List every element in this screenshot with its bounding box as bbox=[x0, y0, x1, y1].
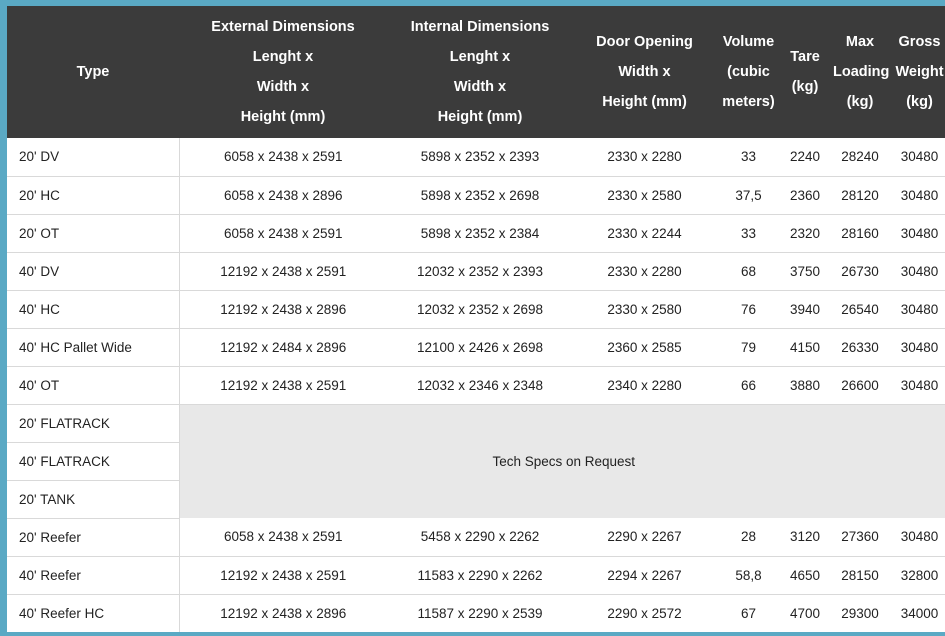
cell-max-loading: 26730 bbox=[829, 252, 891, 290]
cell-tare: 4650 bbox=[781, 556, 829, 594]
tech-specs-on-request-note: Tech Specs on Request bbox=[179, 404, 945, 518]
cell-internal: 11583 x 2290 x 2262 bbox=[387, 556, 573, 594]
cell-type: 40' HC Pallet Wide bbox=[7, 328, 179, 366]
column-header-line: Type bbox=[76, 64, 110, 80]
column-header-line: Max bbox=[845, 34, 875, 50]
cell-internal: 12032 x 2352 x 2393 bbox=[387, 252, 573, 290]
cell-max-loading: 27360 bbox=[829, 518, 891, 556]
cell-internal: 11587 x 2290 x 2539 bbox=[387, 594, 573, 632]
cell-type: 40' HC bbox=[7, 290, 179, 328]
column-header-line: Gross bbox=[898, 34, 941, 50]
cell-volume: 66 bbox=[716, 366, 781, 404]
column-header-line: Door Opening bbox=[596, 34, 693, 50]
column-header-line: Height (mm) bbox=[240, 109, 326, 125]
table-row bbox=[7, 594, 945, 632]
column-header-line: Width x bbox=[453, 79, 507, 95]
column-header-line: meters) bbox=[722, 94, 775, 110]
cell-tare: 3750 bbox=[781, 252, 829, 290]
column-header-line: (kg) bbox=[846, 94, 874, 110]
column-header-line: External Dimensions bbox=[211, 19, 355, 35]
cell-internal: 12032 x 2352 x 2698 bbox=[387, 290, 573, 328]
cell-volume: 67 bbox=[716, 594, 781, 632]
cell-door: 2330 x 2280 bbox=[573, 138, 716, 176]
table-row bbox=[7, 518, 945, 556]
column-header-line: Loading bbox=[833, 64, 890, 80]
column-header-line: Lenght x bbox=[252, 49, 314, 65]
column-header-line: Width x bbox=[256, 79, 310, 95]
cell-gross: 30480 bbox=[891, 214, 945, 252]
container-specifications-table bbox=[7, 6, 945, 632]
cell-volume: 28 bbox=[716, 518, 781, 556]
column-header-line: Lenght x bbox=[449, 49, 511, 65]
table-row bbox=[7, 328, 945, 366]
cell-external: 6058 x 2438 x 2591 bbox=[179, 214, 387, 252]
column-header-line: (cubic bbox=[727, 64, 770, 80]
table-row bbox=[7, 556, 945, 594]
cell-tare: 3940 bbox=[781, 290, 829, 328]
column-header-0 bbox=[7, 6, 179, 138]
table-row bbox=[7, 176, 945, 214]
cell-door: 2330 x 2580 bbox=[573, 176, 716, 214]
cell-external: 6058 x 2438 x 2896 bbox=[179, 176, 387, 214]
cell-external: 12192 x 2438 x 2591 bbox=[179, 556, 387, 594]
cell-max-loading: 26330 bbox=[829, 328, 891, 366]
cell-gross: 30480 bbox=[891, 252, 945, 290]
cell-external: 12192 x 2438 x 2896 bbox=[179, 290, 387, 328]
cell-tare: 2240 bbox=[781, 138, 829, 176]
cell-tare: 2360 bbox=[781, 176, 829, 214]
cell-volume: 33 bbox=[716, 138, 781, 176]
cell-tare: 2320 bbox=[781, 214, 829, 252]
table-header-row bbox=[7, 6, 945, 138]
cell-external: 6058 x 2438 x 2591 bbox=[179, 138, 387, 176]
column-header-4 bbox=[716, 6, 781, 138]
column-header-5 bbox=[781, 6, 829, 138]
cell-type: 40' Reefer bbox=[7, 556, 179, 594]
cell-tare: 4700 bbox=[781, 594, 829, 632]
cell-max-loading: 28120 bbox=[829, 176, 891, 214]
cell-door: 2294 x 2267 bbox=[573, 556, 716, 594]
cell-external: 12192 x 2438 x 2896 bbox=[179, 594, 387, 632]
cell-type: 20' OT bbox=[7, 214, 179, 252]
cell-type: 20' DV bbox=[7, 138, 179, 176]
cell-internal: 12100 x 2426 x 2698 bbox=[387, 328, 573, 366]
cell-external: 12192 x 2484 x 2896 bbox=[179, 328, 387, 366]
cell-volume: 79 bbox=[716, 328, 781, 366]
cell-max-loading: 28150 bbox=[829, 556, 891, 594]
cell-gross: 30480 bbox=[891, 138, 945, 176]
column-header-line: (kg) bbox=[906, 94, 933, 110]
cell-internal: 5458 x 2290 x 2262 bbox=[387, 518, 573, 556]
cell-gross: 30480 bbox=[891, 518, 945, 556]
column-header-line: Tare bbox=[790, 49, 820, 65]
table-body bbox=[7, 138, 945, 632]
cell-max-loading: 29300 bbox=[829, 594, 891, 632]
cell-internal: 12032 x 2346 x 2348 bbox=[387, 366, 573, 404]
column-header-1 bbox=[179, 6, 387, 138]
column-header-7 bbox=[891, 6, 945, 138]
column-header-line: Weight bbox=[895, 64, 944, 80]
cell-max-loading: 28240 bbox=[829, 138, 891, 176]
cell-external: 12192 x 2438 x 2591 bbox=[179, 366, 387, 404]
table-row bbox=[7, 214, 945, 252]
cell-type: 20' FLATRACK bbox=[7, 404, 179, 442]
cell-external: 6058 x 2438 x 2591 bbox=[179, 518, 387, 556]
cell-external: 12192 x 2438 x 2591 bbox=[179, 252, 387, 290]
cell-tare: 3120 bbox=[781, 518, 829, 556]
cell-door: 2290 x 2267 bbox=[573, 518, 716, 556]
cell-volume: 33 bbox=[716, 214, 781, 252]
table-row bbox=[7, 252, 945, 290]
cell-door: 2330 x 2280 bbox=[573, 252, 716, 290]
table-row bbox=[7, 366, 945, 404]
cell-door: 2330 x 2580 bbox=[573, 290, 716, 328]
cell-gross: 30480 bbox=[891, 176, 945, 214]
cell-max-loading: 28160 bbox=[829, 214, 891, 252]
table-row bbox=[7, 138, 945, 176]
column-header-6 bbox=[829, 6, 891, 138]
cell-type: 40' Reefer HC bbox=[7, 594, 179, 632]
cell-door: 2340 x 2280 bbox=[573, 366, 716, 404]
cell-volume: 37,5 bbox=[716, 176, 781, 214]
column-header-line: Height (mm) bbox=[602, 94, 687, 110]
cell-tare: 3880 bbox=[781, 366, 829, 404]
column-header-line: (kg) bbox=[791, 79, 819, 95]
cell-door: 2330 x 2244 bbox=[573, 214, 716, 252]
cell-gross: 34000 bbox=[891, 594, 945, 632]
cell-internal: 5898 x 2352 x 2384 bbox=[387, 214, 573, 252]
column-header-line: Height (mm) bbox=[437, 109, 523, 125]
cell-type: 40' DV bbox=[7, 252, 179, 290]
column-header-line: Internal Dimensions bbox=[410, 19, 550, 35]
cell-type: 40' FLATRACK bbox=[7, 442, 179, 480]
cell-gross: 32800 bbox=[891, 556, 945, 594]
cell-internal: 5898 x 2352 x 2698 bbox=[387, 176, 573, 214]
table-row bbox=[7, 404, 945, 442]
table-row bbox=[7, 290, 945, 328]
cell-type: 20' TANK bbox=[7, 480, 179, 518]
cell-type: 40' OT bbox=[7, 366, 179, 404]
cell-volume: 58,8 bbox=[716, 556, 781, 594]
cell-gross: 30480 bbox=[891, 328, 945, 366]
column-header-3 bbox=[573, 6, 716, 138]
cell-tare: 4150 bbox=[781, 328, 829, 366]
cell-gross: 30480 bbox=[891, 366, 945, 404]
cell-volume: 76 bbox=[716, 290, 781, 328]
cell-type: 20' Reefer bbox=[7, 518, 179, 556]
column-header-line: Volume bbox=[722, 34, 775, 50]
cell-volume: 68 bbox=[716, 252, 781, 290]
cell-door: 2290 x 2572 bbox=[573, 594, 716, 632]
cell-max-loading: 26540 bbox=[829, 290, 891, 328]
column-header-line: Width x bbox=[618, 64, 671, 80]
cell-internal: 5898 x 2352 x 2393 bbox=[387, 138, 573, 176]
table-header bbox=[7, 6, 945, 138]
cell-gross: 30480 bbox=[891, 290, 945, 328]
cell-door: 2360 x 2585 bbox=[573, 328, 716, 366]
cell-type: 20' HC bbox=[7, 176, 179, 214]
cell-max-loading: 26600 bbox=[829, 366, 891, 404]
column-header-2 bbox=[387, 6, 573, 138]
